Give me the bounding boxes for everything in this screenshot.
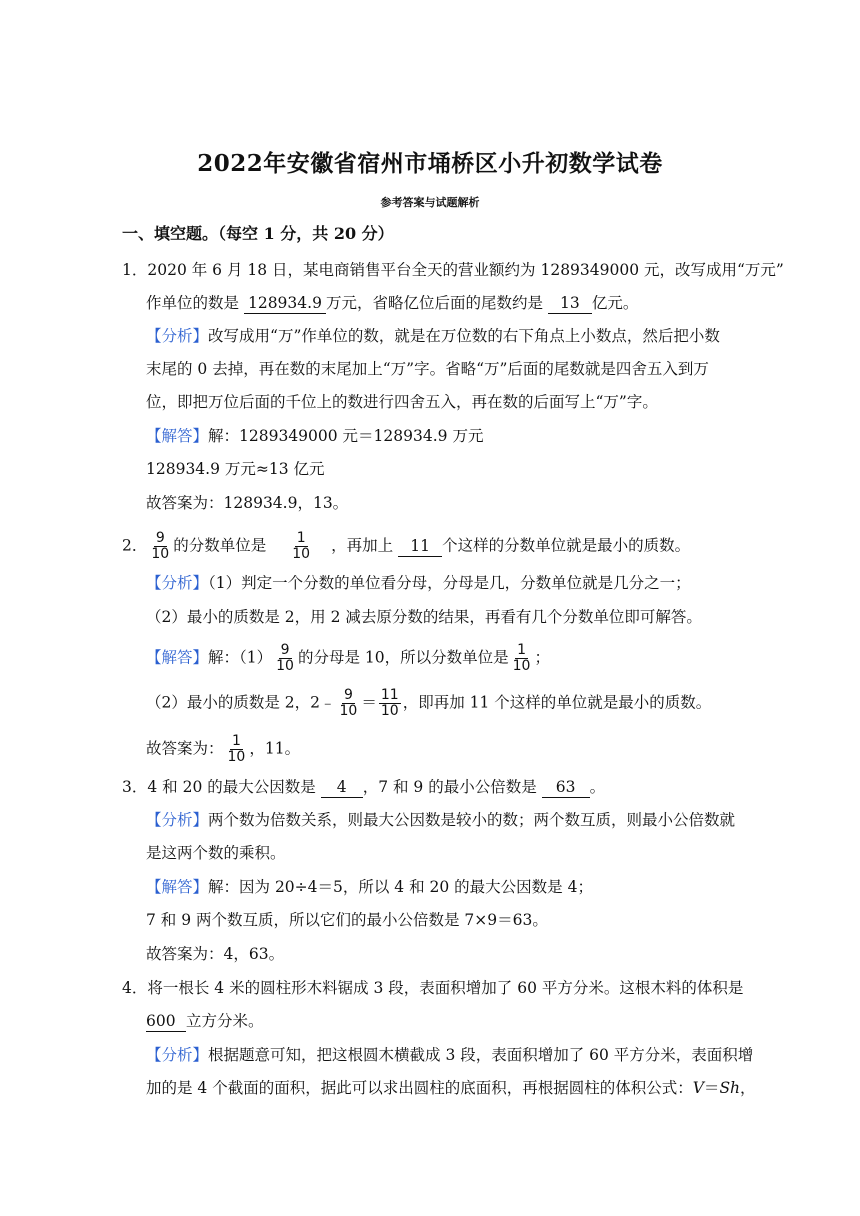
solution-line [146,424,483,448]
question-text: 。 [589,778,606,796]
question-3-line-1 [122,775,605,799]
fraction: $\frac{11}{10}$ [380,687,399,719]
question-text: 将一根长 4 米的圆柱形木料锯成 3 段，表面积增加了 60 平方分米。这根木料的体积是 [147,979,744,997]
fraction: $\frac{1}{10}$ [292,530,311,562]
fraction: $\frac{9}{10}$ [339,687,358,719]
analysis-text: 两个数为倍数关系，则最大公因数是较小的数；两个数互质，则最小公倍数就 [208,811,736,829]
question-number: 2． [122,536,148,555]
answer-blank: 11 [398,536,442,557]
page-title: 2022年安徽省宿州市埇桥区小升初数学试卷 [197,150,663,177]
question-text: 亿元。 [591,294,639,312]
analysis-tag: 【分析】 [146,811,209,829]
answer-tag: 【解答】 [146,878,209,896]
question-1-line-1 [122,258,784,282]
analysis-line: 末尾的 0 去掉，再在数的末尾加上“万”字。省略“万”后面的尾数就是四舍五入到万 [146,360,709,378]
question-2-line-1 [122,531,690,562]
analysis-line [146,571,691,595]
question-text: ，7 和 9 的最小公倍数是 [362,778,537,796]
analysis-line: 是这两个数的乘积。 [146,844,286,862]
question-4-line-2 [146,1009,264,1033]
question-text: 作单位的数是 [146,294,240,312]
analysis-line [146,808,735,832]
analysis-line [146,1043,753,1067]
question-4-line-1 [122,976,743,1000]
solution-line: 故答案为：4，63。 [146,945,285,963]
question-text: 的分数单位是 [173,536,267,555]
fraction: $\frac{1}{10}$ [227,733,246,765]
analysis-tag: 【分析】 [146,327,209,345]
question-1-line-2 [146,291,638,315]
solution-line: 故答案为：128934.9，13。 [146,494,349,512]
solution-line: （2）最小的质数是 2，2﹣ $\frac{9}{10}$ ＝ $\frac{11}{10}$ ，即再加 11 个这样的单位就是最小的质数。 [146,687,712,719]
answer-blank: 63 [542,777,590,798]
page-subtitle: 参考答案与试题解析 [380,196,480,209]
section-heading: 一、填空题。（每空 1 分，共 20 分） [122,224,394,243]
answer-blank: 4 [321,777,363,798]
answer-blank: 600 [146,1011,186,1032]
analysis-text: 根据题意可知，把这根圆木横截成 3 段，表面积增加了 60 平方分米，表面积增 [208,1046,754,1064]
analysis-line [146,324,720,348]
question-text: 个这样的分数单位就是最小的质数。 [442,536,691,555]
solution-text: 解：因为 20÷4＝5，所以 4 和 20 的最大公因数是 4； [208,878,593,896]
question-text: ，再加上 [331,536,394,555]
fraction: $\frac{1}{10}$ [512,642,531,674]
analysis-text: 改写成用“万”作单位的数，就是在万位数的右下角点上小数点，然后把小数 [208,327,720,345]
analysis-tag: 【分析】 [146,1046,209,1064]
solution-line [146,875,593,899]
question-number: 4． [122,979,148,997]
solution-line: 7 和 9 两个数互质，所以它们的最小公倍数是 7×9＝63。 [146,911,548,929]
solution-line: 【解答】解：（1） $\frac{9}{10}$ 的分母是 10，所以分数单位是 $\frac{1}{10}$ ； [146,642,550,674]
question-text: 立方分米。 [186,1012,264,1030]
solution-text: 解：1289349000 元＝128934.9 万元 [208,427,484,445]
analysis-tag: 【分析】 [146,574,209,592]
question-text: 万元，省略亿位后面的尾数约是 [325,294,543,312]
question-number: 3． [122,778,148,796]
answer-tag: 【解答】 [146,648,209,667]
fraction: $\frac{9}{10}$ [276,642,294,674]
answer-blank [271,531,331,562]
analysis-line: 位，即把万位后面的千位上的数进行四舍五入，再在数的后面写上“万”字。 [146,393,658,411]
analysis-line: （2）最小的质数是 2，用 2 减去原分数的结果，再看有几个分数单位即可解答。 [146,608,702,626]
question-number: 1． [122,261,148,279]
question-text: 2020 年 6 月 18 日，某电商销售平台全天的营业额约为 1289349000 元，改写成用“万元” [147,261,784,279]
answer-blank: 13 [548,293,592,314]
question-text: 4 和 20 的最大公因数是 [147,778,316,796]
analysis-text: （1）判定一个分数的单位看分母，分母是几，分数单位就是几分之一； [208,574,691,592]
solution-line: 故答案为： $\frac{1}{10}$ ，11。 [146,733,301,765]
fraction: $\frac{9}{10}$ [151,530,170,562]
answer-blank: 128934.9 [244,293,326,314]
answer-tag: 【解答】 [146,427,209,445]
analysis-line: 加的是 4 个截面的面积，据此可以求出圆柱的底面积，再根据圆柱的体积公式：V＝Sh， [146,1079,756,1097]
solution-line: 128934.9 万元≈13 亿元 [146,460,325,478]
